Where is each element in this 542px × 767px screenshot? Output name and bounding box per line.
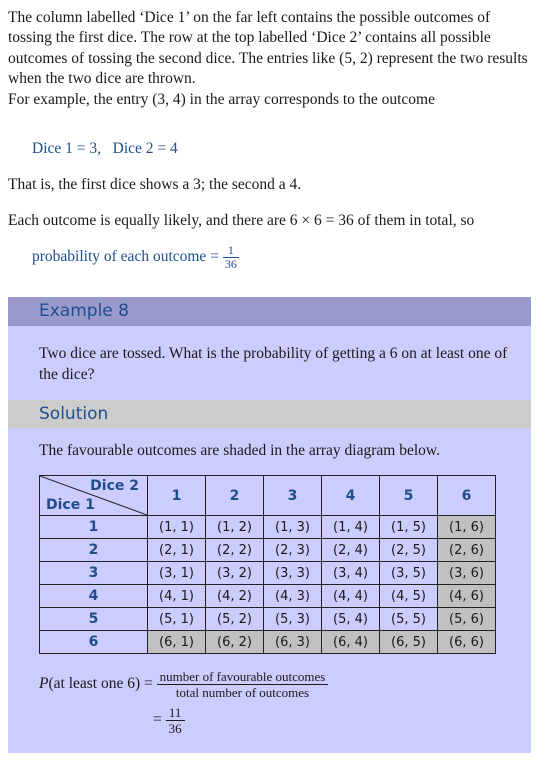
p-label: (at least one 6) =: [48, 675, 153, 693]
favourable-outcome-cell: (2, 6): [438, 539, 496, 562]
outcome-cell: (4, 5): [380, 585, 438, 608]
favourable-outcome-cell: (3, 6): [438, 562, 496, 585]
outcome-cell: (3, 5): [380, 562, 438, 585]
p-symbol: P: [39, 675, 49, 693]
favourable-outcome-cell: (6, 2): [206, 631, 264, 654]
outcome-cell: (2, 3): [264, 539, 322, 562]
table-row: [40, 562, 496, 585]
favourable-outcome-cell: (4, 6): [438, 585, 496, 608]
formula-numerator: number of favourable outcomes: [157, 669, 329, 685]
example-question: Two dice are tossed. What is the probability of getting a 6 on at least one of the dice?: [39, 345, 508, 383]
dice-1-label: Dice 1: [46, 497, 95, 513]
outcome-cell: (1, 3): [264, 516, 322, 539]
result-fraction: [166, 705, 185, 736]
outcome-equation: Dice 1 = 3, Dice 2 = 4: [32, 140, 178, 157]
example-box: [8, 297, 531, 753]
favourable-outcome-cell: (5, 6): [438, 608, 496, 631]
fraction-numerator: 1: [223, 244, 239, 258]
table-row: [40, 608, 496, 631]
outcome-cell: (5, 4): [322, 608, 380, 631]
solution-title: Solution: [39, 404, 109, 424]
outcome-cell: (2, 1): [148, 539, 206, 562]
outcome-cell: (4, 4): [322, 585, 380, 608]
table-row: [40, 539, 496, 562]
intro-paragraph-1: The column labelled ‘Dice 1’ on the far left contains the possible outcomes of tossing the first dice. The row at the top labelled ‘Dice 2’ contains all possible outcomes of tossing the second dice. The entries like (5, 2) represent the two results when the two dice are thrown.: [8, 8, 528, 87]
row-header: 4: [40, 585, 148, 608]
row-header: 5: [40, 608, 148, 631]
example-title: Example 8: [39, 301, 129, 321]
table-header-row: [40, 476, 496, 516]
probability-each-outcome: [32, 244, 239, 271]
probability-result: [153, 705, 185, 736]
outcome-cell: (1, 5): [380, 516, 438, 539]
outcome-cell: (2, 4): [322, 539, 380, 562]
favourable-outcome-cell: (6, 1): [148, 631, 206, 654]
column-header: 6: [438, 476, 496, 516]
row-header: 3: [40, 562, 148, 585]
outcome-cell: (4, 3): [264, 585, 322, 608]
row-header: 1: [40, 516, 148, 539]
column-header: 1: [148, 476, 206, 516]
outcome-cell: (5, 3): [264, 608, 322, 631]
result-numerator: 11: [166, 705, 185, 721]
row-header: 2: [40, 539, 148, 562]
outcome-cell: (4, 2): [206, 585, 264, 608]
favourable-outcome-cell: (6, 6): [438, 631, 496, 654]
probability-label: probability of each outcome =: [32, 248, 219, 266]
fraction-denominator: 36: [224, 257, 237, 271]
outcome-cell: (5, 2): [206, 608, 264, 631]
row-header: 6: [40, 631, 148, 654]
dice-2-label: Dice 2: [90, 478, 139, 494]
column-header: 4: [322, 476, 380, 516]
outcome-cell: (3, 2): [206, 562, 264, 585]
intro-paragraph-3: That is, the first dice shows a 3; the second a 4.: [8, 176, 302, 193]
probability-formula: [39, 669, 328, 700]
favourable-outcome-cell: (6, 3): [264, 631, 322, 654]
outcome-cell: (5, 1): [148, 608, 206, 631]
favourable-outcome-cell: (1, 6): [438, 516, 496, 539]
column-header: 3: [264, 476, 322, 516]
table-row: [40, 631, 496, 654]
favourable-outcome-cell: (6, 5): [380, 631, 438, 654]
solution-header: [8, 400, 531, 428]
outcome-cell: (3, 4): [322, 562, 380, 585]
outcome-cell: (1, 4): [322, 516, 380, 539]
table-row: [40, 516, 496, 539]
outcome-cell: (1, 2): [206, 516, 264, 539]
formula-denominator: total number of outcomes: [175, 685, 310, 700]
dice-outcome-table: [39, 475, 496, 654]
outcome-cell: (5, 5): [380, 608, 438, 631]
outcome-cell: (2, 5): [380, 539, 438, 562]
column-header: 5: [380, 476, 438, 516]
outcome-cell: (3, 1): [148, 562, 206, 585]
intro-paragraph-4: Each outcome is equally likely, and there are 6 × 6 = 36 of them in total, so: [8, 212, 475, 229]
result-denominator: 36: [168, 721, 182, 736]
result-equals: =: [153, 711, 162, 729]
table-row: [40, 585, 496, 608]
formula-fraction: [157, 669, 329, 700]
solution-text: The favourable outcomes are shaded in the array diagram below.: [39, 442, 440, 459]
example-header: [8, 297, 531, 326]
outcome-cell: (3, 3): [264, 562, 322, 585]
probability-fraction: [223, 244, 239, 271]
favourable-outcome-cell: (6, 4): [322, 631, 380, 654]
column-header: 2: [206, 476, 264, 516]
outcome-cell: (4, 1): [148, 585, 206, 608]
outcome-cell: (2, 2): [206, 539, 264, 562]
outcome-cell: (1, 1): [148, 516, 206, 539]
table-corner-cell: [40, 476, 148, 516]
intro-paragraph-2: For example, the entry (3, 4) in the array corresponds to the outcome: [8, 91, 435, 108]
